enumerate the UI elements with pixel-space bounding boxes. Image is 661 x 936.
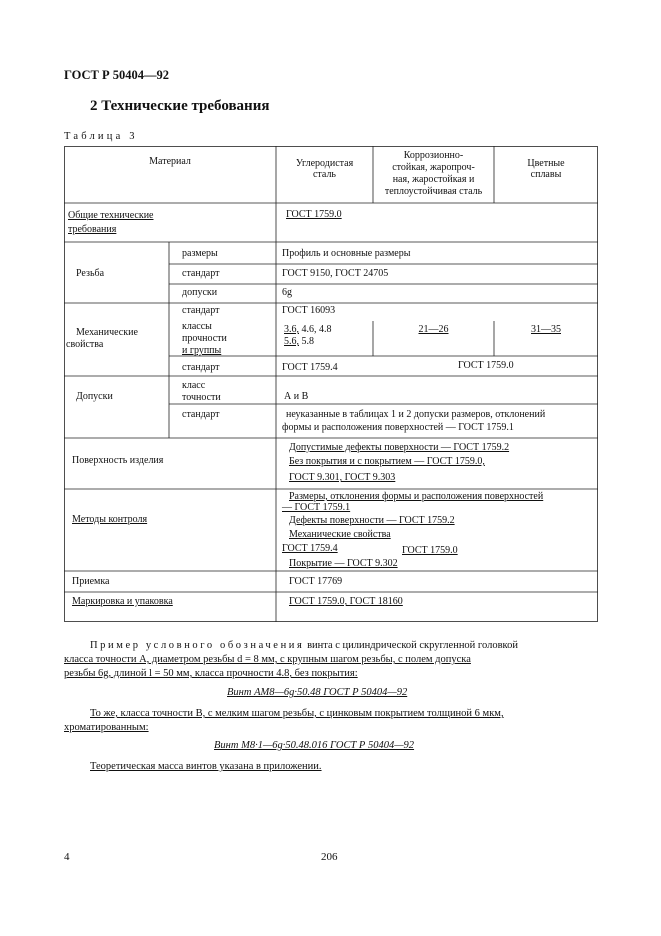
header-corrosion-line2: стойкая, жаропроч- xyxy=(392,162,475,173)
same-line1: То же, класса точности В, с мелким шагом резьбы, с цинковым покрытием толщиной 6 мкм, xyxy=(90,708,504,719)
corrosion-strength-value: 21—26 xyxy=(418,324,449,335)
mechanical-standard-carbon: ГОСТ 1759.4 xyxy=(282,362,338,373)
thread-label: Резьба xyxy=(76,268,105,279)
tolerances-standard-label: стандарт xyxy=(182,409,220,420)
surface-value-line3: ГОСТ 9.301, ГОСТ 9.303 xyxy=(289,472,396,483)
header-corrosion-line3: ная, жаростойкая и xyxy=(392,174,475,185)
example-line1-rest: винта с цилиндрической скругленной головкой xyxy=(304,640,518,651)
methods-value-line4: Механические свойства xyxy=(289,529,391,540)
surface-value-line1: Допустимые дефекты поверхности — ГОСТ 1759.2 xyxy=(289,442,510,453)
carbon-class-56: 5.6, xyxy=(284,336,299,347)
surface-value-line2: Без покрытия и с покрытием — ГОСТ 1759.0, xyxy=(289,456,485,467)
tolerances-standard-value-line2: формы и расположения поверхностей — ГОСТ 1759.1 xyxy=(282,422,514,433)
page-number-left: 4 xyxy=(64,851,70,863)
tolerances-standard-value-line1: неуказанные в таблицах 1 и 2 допуски размеров, отклонений xyxy=(286,409,546,420)
accuracy-class-line1: класс xyxy=(182,380,206,391)
designation-2: Винт М8·1—6g·50.48.016 ГОСТ Р 50404—92 xyxy=(214,740,415,751)
document-header: ГОСТ Р 50404—92 xyxy=(64,68,170,82)
methods-value-line1: Размеры, отклонения формы и расположения поверхностей xyxy=(289,491,544,502)
mechanical-label-line1: Механические xyxy=(76,327,138,338)
thread-sizes-label: размеры xyxy=(182,248,218,259)
header-nonferrous-line2: сплавы xyxy=(530,169,562,180)
general-requirements-line2: требования xyxy=(68,224,117,235)
mechanical-label-line2: свойства xyxy=(66,339,104,350)
header-corrosion-line4: теплоустойчивая сталь xyxy=(384,186,483,197)
accuracy-class-line2: точности xyxy=(182,392,221,403)
surface-label: Поверхность изделия xyxy=(72,455,164,466)
acceptance-value: ГОСТ 17769 xyxy=(289,576,343,587)
general-requirements-line1: Общие технические xyxy=(68,210,154,221)
header-material: Материал xyxy=(149,156,191,167)
methods-value-line3: Дефекты поверхности — ГОСТ 1759.2 xyxy=(289,515,455,526)
strength-classes-line3: и группы xyxy=(182,345,222,356)
same-line2: хроматированным: xyxy=(64,722,149,733)
example-lead: Пример условного обозначения xyxy=(90,640,305,651)
thread-tolerance-value: 6g xyxy=(282,287,292,298)
methods-value-line5: ГОСТ 1759.4 xyxy=(282,543,338,554)
thread-standard-label: стандарт xyxy=(182,268,220,279)
thread-sizes-value: Профиль и основные размеры xyxy=(282,248,411,259)
mechanical-standard-other: ГОСТ 1759.0 xyxy=(458,360,514,371)
strength-classes-line1: классы xyxy=(182,321,212,332)
page-number-center: 206 xyxy=(321,851,338,863)
designation-1: Винт АМ8—6g·50.48 ГОСТ Р 50404—92 xyxy=(227,687,408,698)
thread-standard2-value: ГОСТ 16093 xyxy=(282,305,336,316)
methods-value-line7: Покрытие — ГОСТ 9.302 xyxy=(289,558,398,569)
mechanical-standard-label: стандарт xyxy=(182,362,220,373)
methods-label: Методы контроля xyxy=(72,514,148,525)
methods-value-line2: — ГОСТ 1759.1 xyxy=(282,502,351,513)
carbon-class-46-48: 4.6, 4.8 xyxy=(301,324,332,335)
general-requirements-value: ГОСТ 1759.0 xyxy=(286,209,342,220)
carbon-class-36: 3.6, xyxy=(284,324,299,335)
header-nonferrous-line1: Цветные xyxy=(527,158,565,169)
thread-tolerance-label: допуски xyxy=(182,287,218,298)
carbon-class-58: 5.8 xyxy=(301,336,314,347)
example-line2: класса точности А, диаметром резьбы d = 8 мм, с крупным шагом резьбы, с полем допуска xyxy=(64,654,471,665)
table-caption: Таблица 3 xyxy=(64,131,138,142)
section-title: 2 Технические требования xyxy=(90,98,270,114)
header-carbon-line2: сталь xyxy=(312,169,336,180)
tolerances-label: Допуски xyxy=(76,391,113,402)
header-corrosion-line1: Коррозионно- xyxy=(403,150,464,161)
thread-standard2-label: стандарт xyxy=(182,305,220,316)
mass-note: Теоретическая масса винтов указана в приложении. xyxy=(90,761,322,772)
thread-standard-value: ГОСТ 9150, ГОСТ 24705 xyxy=(282,268,389,279)
methods-value-line6: ГОСТ 1759.0 xyxy=(402,545,458,556)
accuracy-class-value: А и В xyxy=(284,391,309,402)
header-carbon-line1: Углеродистая xyxy=(295,158,354,169)
requirements-table xyxy=(64,146,598,622)
strength-classes-line2: прочности xyxy=(182,333,227,344)
acceptance-label: Приемка xyxy=(72,576,110,587)
nonferrous-strength-value: 31—35 xyxy=(531,324,561,335)
carbon-strength-line1 xyxy=(284,324,332,335)
marking-value: ГОСТ 1759.0, ГОСТ 18160 xyxy=(289,596,403,607)
example-line1 xyxy=(90,639,518,653)
carbon-strength-line2 xyxy=(284,336,314,347)
example-line3: резьбы 6g, длиной l = 50 мм, класса прочности 4.8, без покрытия: xyxy=(64,668,358,679)
marking-label: Маркировка и упаковка xyxy=(72,596,173,607)
